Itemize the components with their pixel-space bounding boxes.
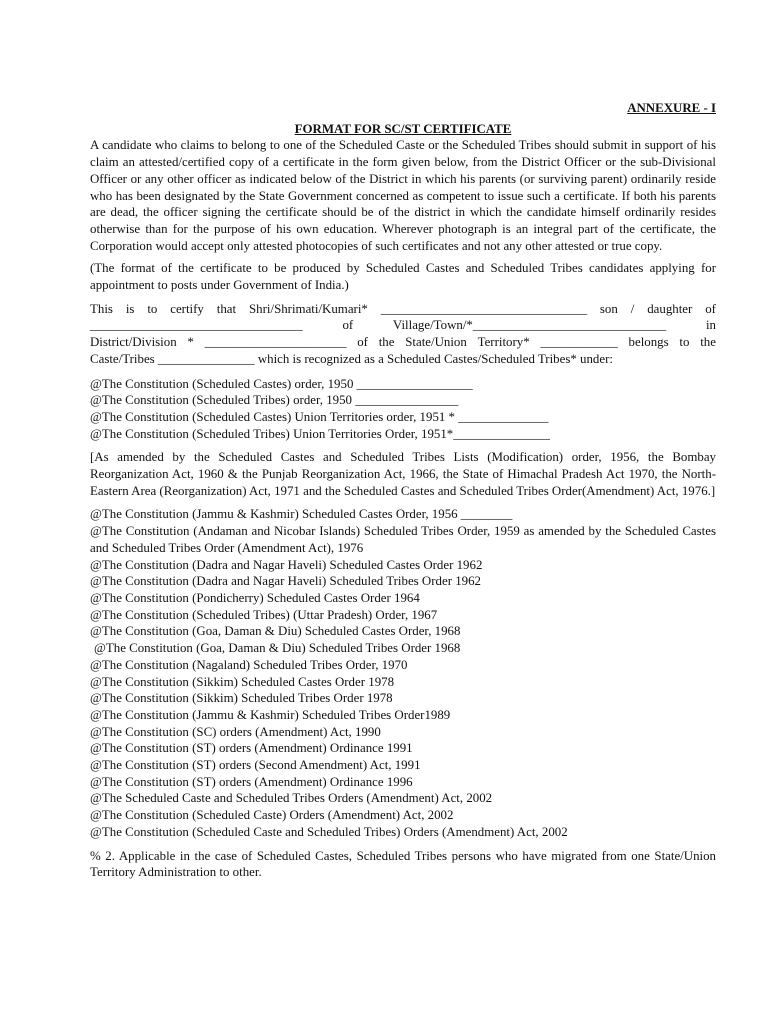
list-item: @The Constitution (Andaman and Nicobar Islands) Scheduled Tribes Order, 1959 as amended by the Scheduled Castes and Scheduled Tribes Order (Amendment Act), 1976 [90, 524, 716, 555]
list-item: @The Constitution (Goa, Daman & Diu) Scheduled Castes Order, 1968 [90, 624, 461, 639]
certify-word: to [147, 301, 158, 316]
list-item: @The Constitution (Jammu & Kashmir) Scheduled Tribes Order1989 [90, 707, 451, 722]
certify-word: the [700, 335, 716, 350]
document-title: FORMAT FOR SC/ST CERTIFICATE [294, 121, 512, 136]
list-item: @The Constitution (ST) orders (Amendment) Ordinance 1991 [90, 741, 413, 756]
orders-1950-list [90, 376, 716, 443]
certify-word: This [90, 301, 113, 316]
list-item: @The Constitution (ST) orders (Second Amendment) Act, 1991 [90, 758, 421, 773]
list-item: @The Constitution (Sikkim) Scheduled Castes Order 1978 [90, 674, 395, 689]
intro-paragraph: A candidate who claims to belong to one of the Scheduled Caste or the Scheduled Tribes should submit in support of his claim an attested/certified copy of a certificate in the form given below, from the District Officer or the sub-Divisional Officer or any other officer as indicated below of the District in which his parents (or surviving parent) ordinarily reside who has been designated by the State Government concerned as competent to issue such a certificate. If both his parents are dead, the officer signing the certificate should be of the district in which the candidate himself ordinarily resides otherwise than for the purpose of his own education. Wherever photograph is an integral part of the certificate, the Corporation would accept only attested photocopies of such certificates and not any other attested or true copy. [90, 138, 716, 253]
certify-word: of [342, 318, 354, 333]
certify-word: belongs [628, 335, 669, 350]
certify-word: Shri/Shrimati/Kumari* [249, 301, 368, 316]
name-blank: ________________________________ [380, 301, 588, 316]
list-item: @The Constitution (Scheduled Tribes) Union Territories Order, 1951*_______________ [90, 426, 550, 441]
list-item: @The Constitution (Scheduled Tribes) order, 1950 ________________ [90, 393, 459, 408]
certify-word: son [599, 301, 618, 316]
village-town-blank: Village/Town/*______________________________ [392, 318, 667, 333]
amendment-note: [As amended by the Scheduled Castes and Scheduled Tribes Lists (Modification) order, 1956, the Bombay Reorganization Act, 1960 & the Punjab Reorganization Act, 1966, the State of Himachal Pradesh Act 1970, the North-Eastern Area (Reorganization) Act, 1971 and the Scheduled Castes and Scheduled Tribes Order(Amendment) Act, 1976.] [90, 450, 716, 498]
district-blank: ______________________ [204, 335, 347, 350]
certify-word: State/Union [405, 335, 467, 350]
orders-later-list [90, 506, 716, 840]
list-item: @The Scheduled Caste and Scheduled Tribes Orders (Amendment) Act, 2002 [90, 791, 493, 806]
certify-word: of [357, 335, 368, 350]
format-note: (The format of the certificate to be produced by Scheduled Castes and Scheduled Tribes candidates applying for appointment to posts under Government of India.) [90, 261, 716, 293]
certify-word: to [679, 335, 690, 350]
list-item: @The Constitution (SC) orders (Amendment) Act, 1990 [90, 724, 381, 739]
certify-word: in [705, 318, 716, 333]
certify-line-4: Caste/Tribes _______________ which is recognized as a Scheduled Castes/Scheduled Tribes* under: [90, 351, 613, 366]
list-item: @The Constitution (Nagaland) Scheduled Tribes Order, 1970 [90, 657, 408, 672]
list-item: @The Constitution (Pondicherry) Scheduled Castes Order 1964 [90, 590, 420, 605]
list-item: @The Constitution (Jammu & Kashmir) Scheduled Castes Order, 1956 ________ [90, 507, 513, 522]
certify-line-1 [90, 301, 716, 318]
document-page [90, 100, 716, 888]
certify-word: * [187, 335, 194, 350]
list-item: @The Constitution (Dadra and Nagar Haveli) Scheduled Castes Order 1962 [90, 557, 483, 572]
certify-word: / [630, 301, 635, 316]
certify-word: certify [170, 301, 204, 316]
certify-word: is [125, 301, 135, 316]
list-item: @The Constitution (Scheduled Castes) order, 1950 __________________ [90, 376, 473, 391]
list-item: @The Constitution (ST) orders (Amendment) Ordinance 1996 [90, 774, 413, 789]
certify-word: District/Division [90, 335, 177, 350]
certify-line-2 [90, 317, 716, 334]
state-blank: ____________ [540, 335, 618, 350]
list-item: @The Constitution (Goa, Daman & Diu) Scheduled Tribes Order 1968 [94, 641, 461, 656]
certify-word: that [216, 301, 237, 316]
list-item: @The Constitution (Scheduled Tribes) (Uttar Pradesh) Order, 1967 [90, 607, 438, 622]
certify-word: of [705, 301, 716, 316]
footnote: % 2. Applicable in the case of Scheduled Castes, Scheduled Tribes persons who have migrated from one State/Union Territory Administration to other. [90, 848, 716, 880]
annexure-heading: ANNEXURE - I [627, 101, 716, 115]
parent-name-blank: _________________________________ [90, 318, 303, 333]
certify-line-3 [90, 334, 716, 351]
list-item: @The Constitution (Scheduled Castes) Union Territories order, 1951 * ______________ [90, 409, 549, 424]
certify-word: the [378, 335, 395, 350]
list-item: @The Constitution (Scheduled Caste and Scheduled Tribes) Orders (Amendment) Act, 2002 [90, 824, 568, 839]
list-item: @The Constitution (Scheduled Caste) Orders (Amendment) Act, 2002 [90, 808, 454, 823]
certify-word: daughter [647, 301, 693, 316]
certify-block [90, 301, 716, 368]
certify-word: Territory* [477, 335, 530, 350]
list-item: @The Constitution (Dadra and Nagar Haveli) Scheduled Tribes Order 1962 [90, 574, 481, 589]
list-item: @The Constitution (Sikkim) Scheduled Tribes Order 1978 [90, 691, 393, 706]
